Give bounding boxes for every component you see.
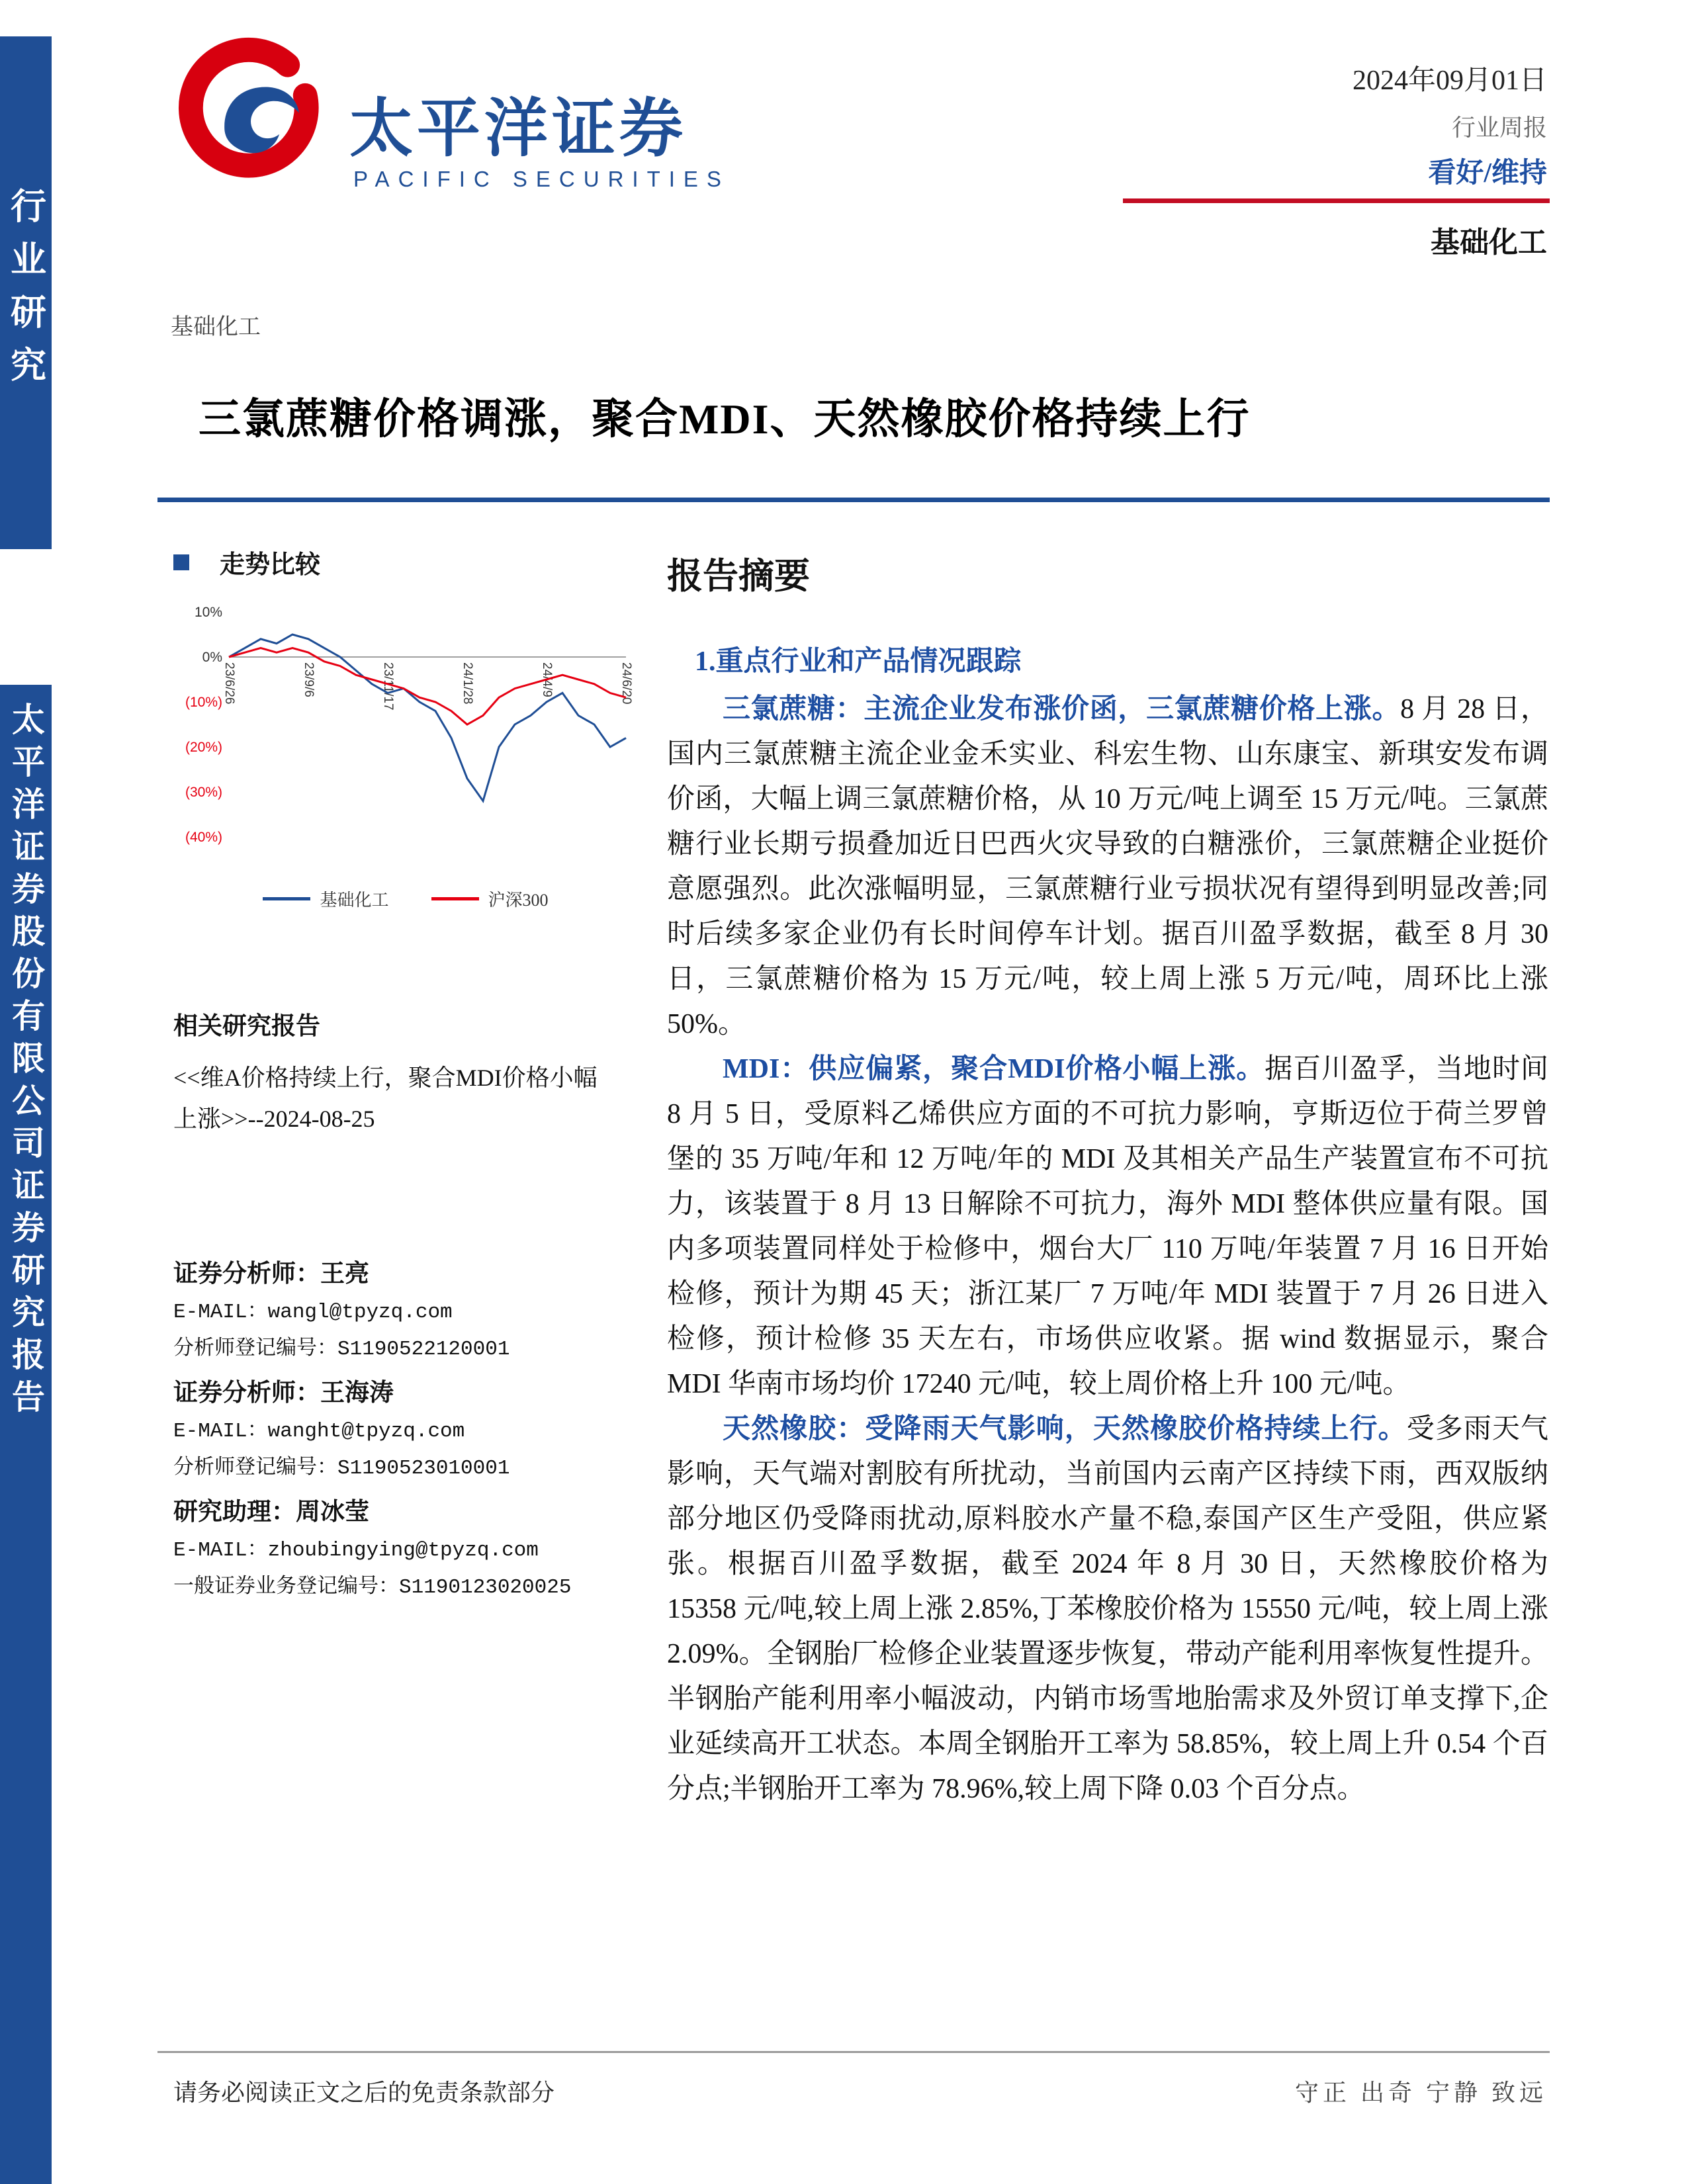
industry-name: 基础化工	[1431, 226, 1547, 259]
legend-line-icon	[431, 897, 479, 900]
chart-legend	[177, 887, 634, 911]
paragraph-body: 8 月 28 日，国内三氯蔗糖主流企业金禾实业、科宏生物、山东康宝、新琪安发布调价函，大幅上调三氯蔗糖价格，从 10 万元/吨上调至 15 万元/吨。三氯蔗糖行业长期亏损叠加近日巴西火灾导致的白糖涨价，三氯蔗糖企业挺价意愿强烈。此次涨幅明显，三氯蔗糖行业亏损状况有望得到明显改善;同时后续多家企业仍有长时间停车计划。据百川盈孚数据，截至 8 月 30 日，三氯蔗糖价格为 15 万元/吨，较上周上涨 5 万元/吨，周环比上涨 50%。	[667, 694, 1548, 1039]
svg-text:0%: 0%	[202, 650, 222, 665]
analyst-reg-number: 分析师登记编号：S1190522120001	[173, 1338, 510, 1361]
svg-text:10%: 10%	[194, 605, 222, 620]
svg-text:23/9/6: 23/9/6	[301, 662, 316, 697]
analyst-block	[173, 1244, 623, 1601]
analyst-name: 证券分析师：王亮	[173, 1260, 369, 1288]
svg-text:(30%): (30%)	[185, 785, 222, 800]
paragraph-rubber	[667, 1407, 1548, 1812]
sidebar-industry-research	[0, 36, 52, 549]
paragraph-body: 受多雨天气影响，天气端对割胶有所扰动，当前国内云南产区持续下雨，西双版纳部分地区仍受降雨扰动,原料胶水产量不稳,泰国产区生产受阻，供应紧张。根据百川盈孚数据，截至 2024 年 8 月 30 日，天然橡胶价格为 15358 元/吨,较上周上涨 2.85%,丁苯橡胶价格为 15550 元/吨，较上周上涨 2.09%。全钢胎厂检修企业装置逐步恢复，带动产能利用率恢复性提升。半钢胎产能利用率小幅波动，内销市场雪地胎需求及外贸订单支撑下,企业延续高开工状态。本周全钢胎开工率为 58.85%，较上周上升 0.54 个百分点;半钢胎开工率为 78.96%,较上周下降 0.03 个百分点。	[667, 1414, 1548, 1804]
analyst-entry	[173, 1379, 623, 1482]
trend-compare-label: 走势比较	[220, 551, 321, 579]
sidebar-bottom-label: 太平洋证券股份有限公司证券研究报告	[7, 702, 44, 1422]
analyst-email: E-MAIL：wanght@tpyzq.com	[173, 1420, 465, 1443]
footer-rule	[157, 2051, 1550, 2053]
section-label: 基础化工	[171, 315, 261, 339]
pacific-securities-logo-icon	[177, 32, 330, 197]
brand-name-cn: 太平洋证券	[349, 93, 687, 164]
trend-chart-svg	[177, 599, 634, 863]
analyst-entry	[173, 1498, 623, 1601]
paragraph-lead: 天然橡胶：受降雨天气影响，天然橡胶价格持续上行。	[723, 1414, 1407, 1444]
legend-item-hs300	[431, 887, 549, 911]
paragraph-body: 据百川盈孚，当地时间 8 月 5 日，受原料乙烯供应方面的不可抗力影响，亨斯迈位于荷兰罗曾堡的 35 万吨/年和 12 万吨/年的 MDI 及其相关产品生产装置宣布不可抗力，该装置于 8 月 13 日解除不可抗力，海外 MDI 整体供应量有限。国内多项装置同样处于检修中，烟台大厂 110 万吨/年装置 7 月 16 日开始检修，预计为期 45 天；浙江某厂 7 万吨/年 MDI 装置于 7 月 26 日进入检修，预计检修 35 天左右，市场供应收紧。据 wind 数据显示，聚合 MDI 华南市场均价 17240 元/吨，较上周价格上升 100 元/吨。	[667, 1054, 1548, 1399]
svg-text:24/1/28: 24/1/28	[460, 662, 474, 705]
legend-label: 基础化工	[320, 891, 389, 910]
related-report-item: <<维A价格持续上行，聚合MDI价格小幅上涨>>--2024-08-25	[173, 1065, 598, 1132]
rating-badge: 看好/维持	[1428, 158, 1547, 189]
report-date: 2024年09月01日	[1352, 66, 1547, 96]
analyst-entry	[173, 1260, 623, 1363]
related-reports-heading: 相关研究报告	[173, 1013, 320, 1040]
svg-text:(20%): (20%)	[185, 740, 222, 755]
summary-paragraphs	[667, 687, 1548, 1812]
analyst-email: E-MAIL：wangl@tpyzq.com	[173, 1301, 453, 1324]
analyst-reg-number: 一般证券业务登记编号：S1190123020025	[173, 1576, 572, 1599]
section1-title: 1.重点行业和产品情况跟踪	[695, 646, 1022, 677]
brand-name-en: PACIFIC SECURITIES	[353, 167, 730, 191]
header-red-rule	[1123, 198, 1550, 203]
summary-heading: 报告摘要	[667, 556, 810, 596]
legend-label: 沪深300	[488, 891, 549, 910]
footer-motto: 守正 出奇 宁静 致远	[1294, 2079, 1547, 2106]
svg-text:23/6/26: 23/6/26	[222, 662, 236, 705]
svg-text:24/6/20: 24/6/20	[619, 662, 633, 705]
report-type: 行业周报	[1451, 114, 1547, 141]
svg-text:23/11/17: 23/11/17	[380, 662, 395, 711]
report-title: 三氯蔗糖价格调涨，聚合MDI、天然橡胶价格持续上行	[199, 396, 1251, 443]
analyst-name: 研究助理：周冰莹	[173, 1499, 369, 1526]
paragraph-mdi	[667, 1047, 1548, 1407]
paragraph-lead: MDI：供应偏紧，聚合MDI价格小幅上涨。	[723, 1054, 1265, 1084]
sidebar-top-label: 行业研究	[5, 187, 46, 399]
paragraph-lead: 三氯蔗糖：主流企业发布涨价函，三氯蔗糖价格上涨。	[723, 694, 1401, 724]
legend-line-icon	[263, 897, 310, 900]
paragraph-sucralose	[667, 687, 1548, 1047]
legend-item-basic-chemicals	[263, 887, 388, 911]
analyst-reg-number: 分析师登记编号：S1190523010001	[173, 1457, 510, 1480]
svg-text:(10%): (10%)	[185, 695, 222, 710]
title-rule	[157, 498, 1550, 502]
analyst-email: E-MAIL：zhoubingying@tpyzq.com	[173, 1539, 539, 1562]
footer-disclaimer: 请务必阅读正文之后的免责条款部分	[173, 2079, 555, 2106]
trend-chart	[177, 599, 634, 911]
svg-text:(40%): (40%)	[185, 830, 222, 845]
analyst-name: 证券分析师：王海涛	[173, 1379, 394, 1407]
trend-compare-heading	[173, 544, 320, 580]
sidebar-company-strip	[0, 685, 52, 2184]
bullet-square-icon	[173, 554, 189, 570]
svg-text:24/4/9: 24/4/9	[539, 662, 554, 697]
